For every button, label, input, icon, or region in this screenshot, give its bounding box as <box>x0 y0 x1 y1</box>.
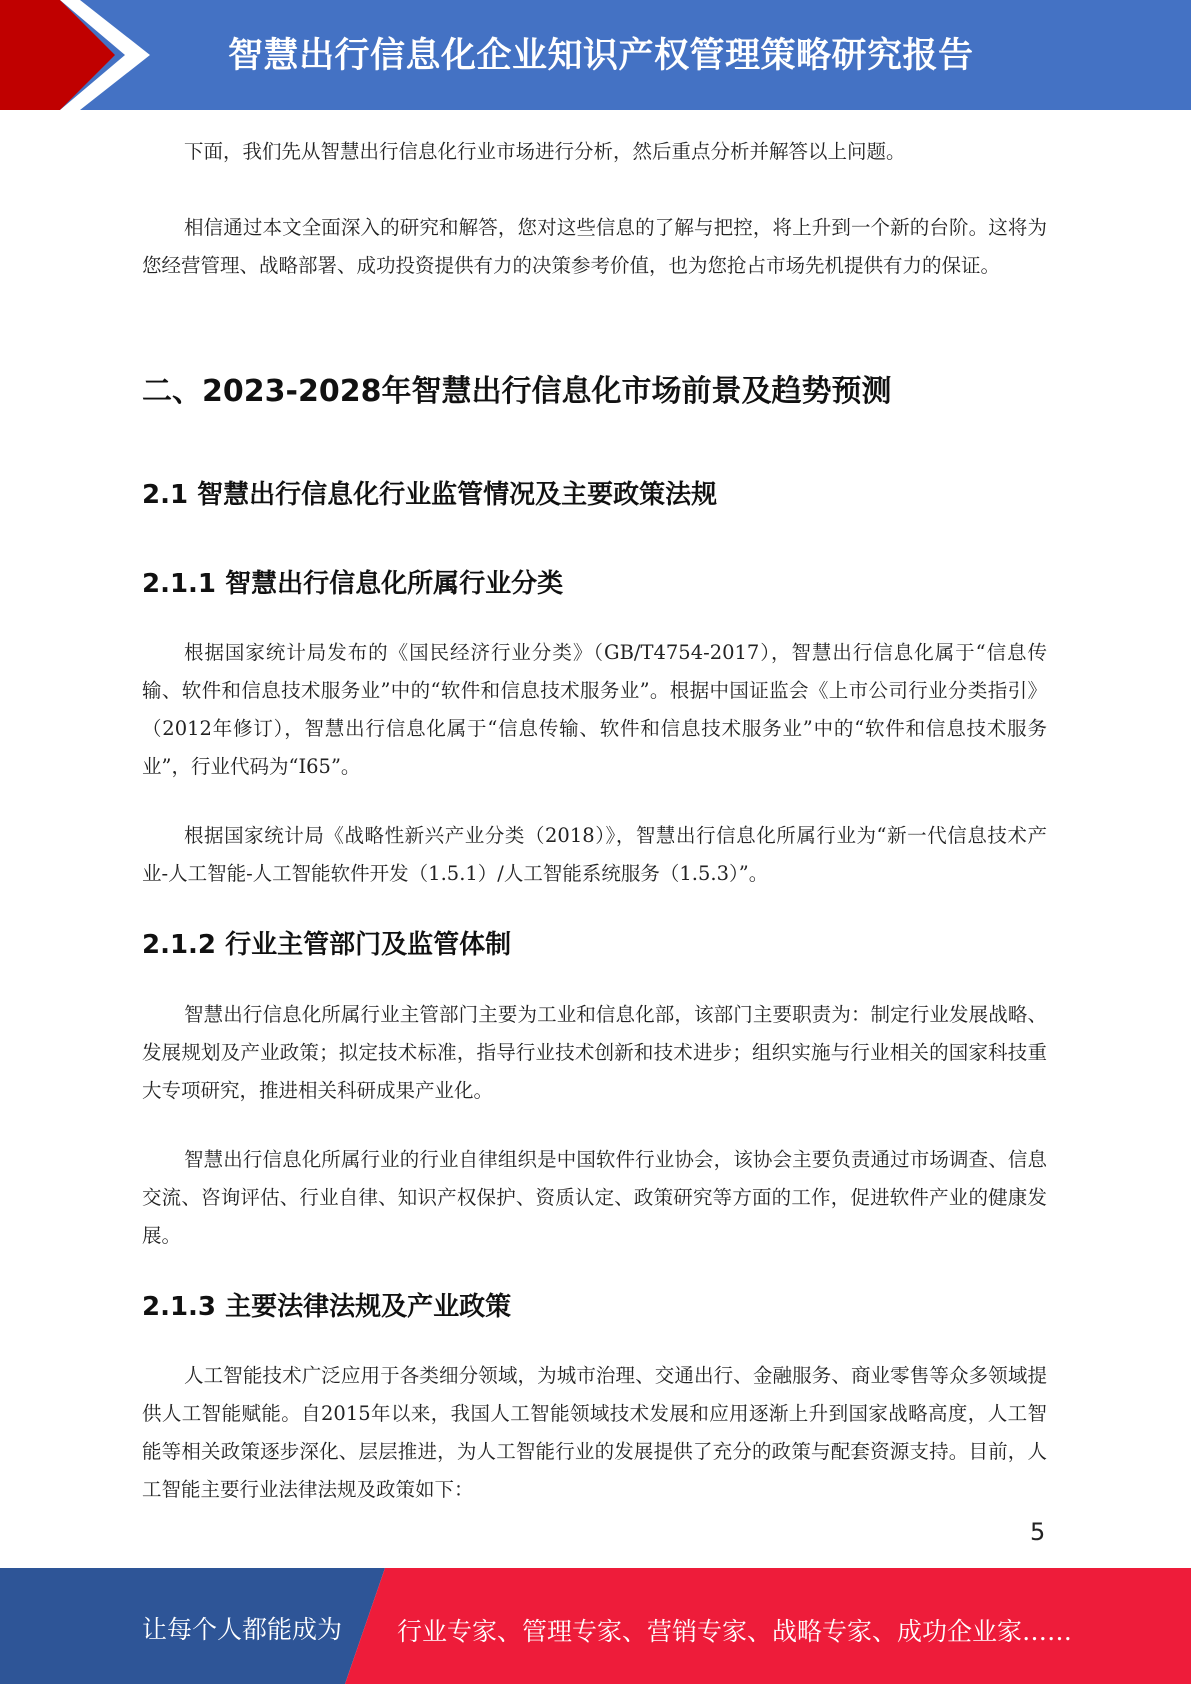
subsubsection-heading: 2.1.2 行业主管部门及监管体制 <box>142 930 512 960</box>
body-paragraph: 智慧出行信息化所属行业主管部门主要为工业和信息化部，该部门主要职责为：制定行业发展战略、发展规划及产业政策；拟定技术标准，指导行业技术创新和技术进步；组织实施与行业相关的国家科技重大专项研究，推进相关科研成果产业化。 <box>142 1003 1047 1102</box>
subsubsection-heading: 2.1.3 主要法律法规及产业政策 <box>142 1292 512 1322</box>
chevron-arrow-icon <box>0 0 160 110</box>
subsection-heading: 2.1 智慧出行信息化行业监管情况及主要政策法规 <box>142 480 718 510</box>
report-title: 智慧出行信息化企业知识产权管理策略研究报告 <box>228 36 974 76</box>
subsubsection-heading: 2.1.1 智慧出行信息化所属行业分类 <box>142 569 564 599</box>
body-paragraph: 根据国家统计局《战略性新兴产业分类（2018）》，智慧出行信息化所属行业为“新一代信息技术产业-人工智能-人工智能软件开发（1.5.1）/人工智能系统服务（1.5.3）”。 <box>142 824 1047 885</box>
footer-slogan-right: 行业专家、管理专家、营销专家、战略专家、成功企业家…… <box>397 1617 1073 1646</box>
body-paragraph: 智慧出行信息化所属行业的行业自律组织是中国软件行业协会，该协会主要负责通过市场调查、信息交流、咨询评估、行业自律、知识产权保护、资质认定、政策研究等方面的工作，促进软件产业的健康发展。 <box>142 1148 1047 1247</box>
body-paragraph: 根据国家统计局发布的《国民经济行业分类》（GB/T4754-2017），智慧出行信息化属于“信息传输、软件和信息技术服务业”中的“软件和信息技术服务业”。根据中国证监会《上市公司行业分类指引》（2012年修订），智慧出行信息化属于“信息传输、软件和信息技术服务业”中的“软件和信息技术服务业”，行业代码为“I65”。 <box>142 641 1047 778</box>
footer-banner <box>0 1568 1191 1684</box>
intro-paragraph: 下面，我们先从智慧出行信息化行业市场进行分析，然后重点分析并解答以上问题。 <box>184 140 906 163</box>
footer-slogan-left: 让每个人都能成为 <box>142 1615 343 1644</box>
intro-paragraph: 相信通过本文全面深入的研究和解答，您对这些信息的了解与把控，将上升到一个新的台阶。这将为您经营管理、战略部署、成功投资提供有力的决策参考价值，也为您抢占市场先机提供有力的保证。 <box>142 216 1047 277</box>
body-paragraph: 人工智能技术广泛应用于各类细分领域，为城市治理、交通出行、金融服务、商业零售等众多领域提供人工智能赋能。自2015年以来，我国人工智能领域技术发展和应用逐渐上升到国家战略高度，人工智能等相关政策逐步深化、层层推进，为人工智能行业的发展提供了充分的政策与配套资源支持。目前，人工智能主要行业法律法规及政策如下： <box>142 1364 1047 1501</box>
page-number: 5 <box>1030 1518 1046 1546</box>
section-heading: 二、2023-2028年智慧出行信息化市场前景及趋势预测 <box>142 374 892 409</box>
header-banner <box>0 0 1191 110</box>
